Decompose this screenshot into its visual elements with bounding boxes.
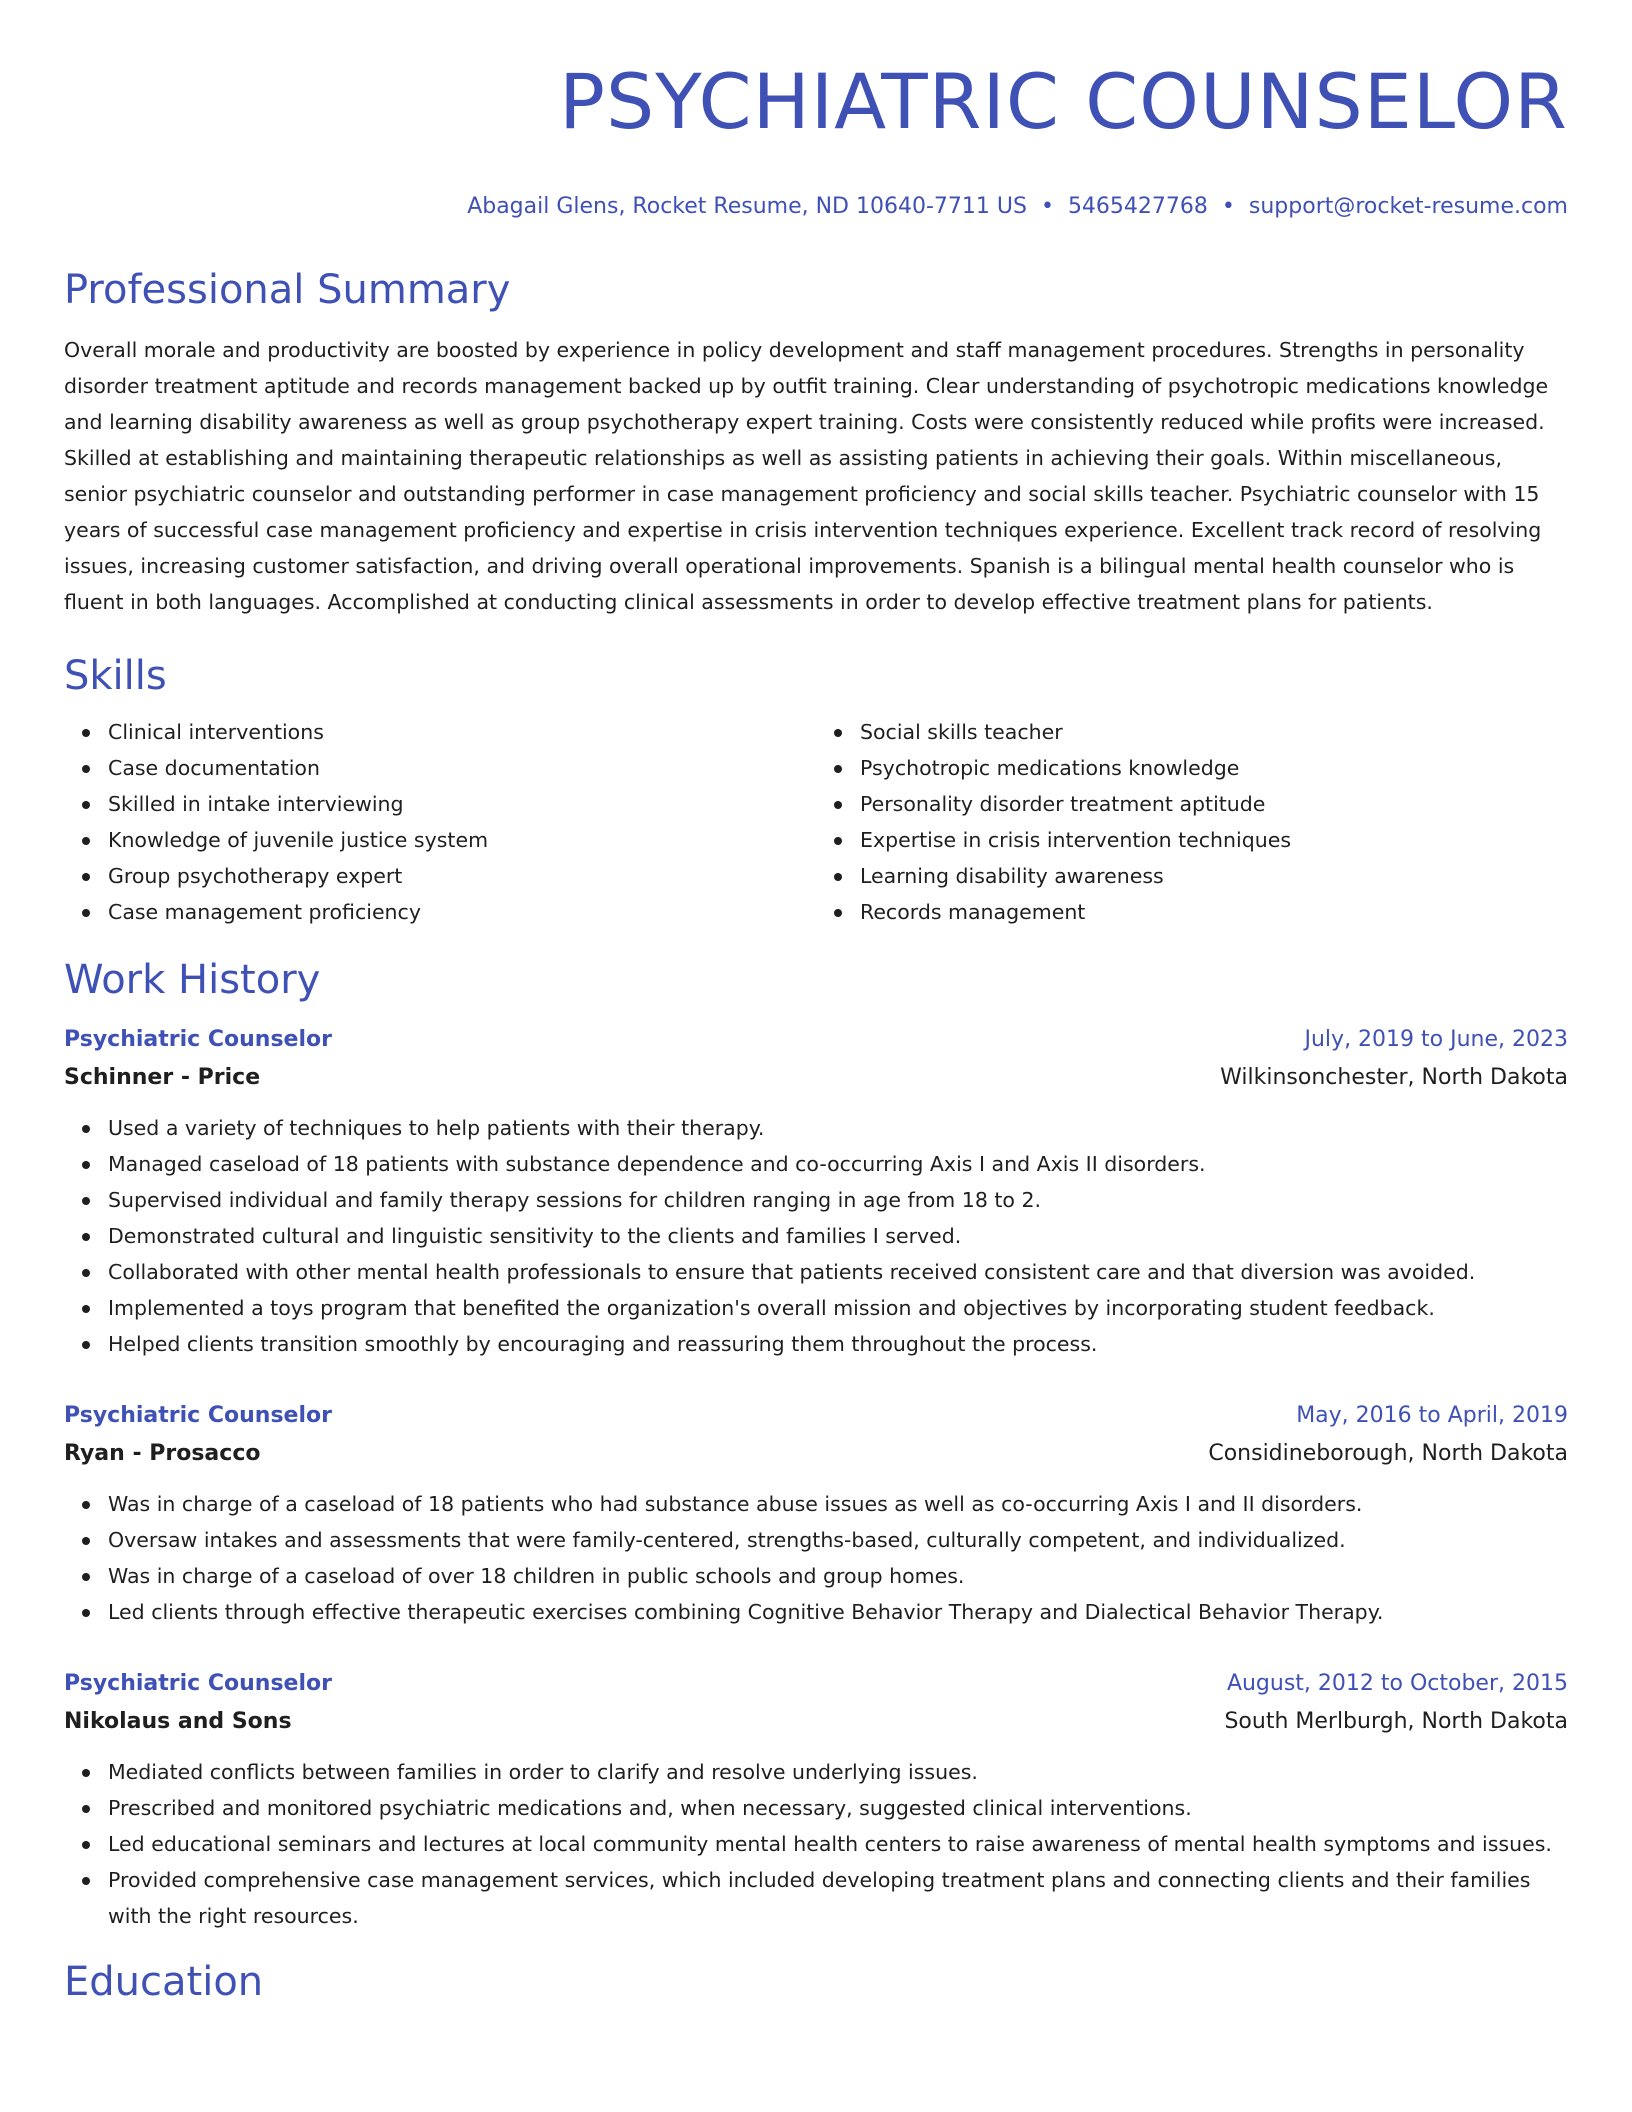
job-bullet: Mediated conflicts between families in order to clarify and resolve underlying issues. (108, 1754, 1568, 1790)
skill-item: Psychotropic medications knowledge (860, 750, 1568, 786)
contact-email: support@rocket-resume.com (1248, 194, 1568, 219)
skill-item: Clinical interventions (108, 714, 816, 750)
job-location: Considineborough, North Dakota (1208, 1441, 1568, 1466)
skills-column-left (64, 714, 816, 930)
contact-line (64, 192, 1568, 222)
job-bullet: Was in charge of a caseload of 18 patients who had substance abuse issues as well as co-occurring Axis I and II disorders. (108, 1486, 1568, 1522)
job-company: Nikolaus and Sons (64, 1709, 292, 1734)
skill-item: Records management (860, 894, 1568, 930)
job-dates: July, 2019 to June, 2023 (1304, 1027, 1568, 1052)
job-entry (64, 1666, 1568, 1934)
job-bullet: Led educational seminars and lectures at local community mental health centers to raise awareness of mental health symptoms and issues. (108, 1826, 1568, 1862)
skills-heading: Skills (64, 653, 167, 699)
work-history-heading: Work History (64, 957, 321, 1003)
job-bullet: Managed caseload of 18 patients with substance dependence and co-occurring Axis I and Axis II disorders. (108, 1146, 1568, 1182)
job-bullet: Implemented a toys program that benefited the organization's overall mission and objectives by incorporating student feedback. (108, 1290, 1568, 1326)
job-bullet: Used a variety of techniques to help patients with their therapy. (108, 1110, 1568, 1146)
candidate-name: PSYCHIATRIC COUNSELOR (559, 57, 1568, 146)
job-bullet: Helped clients transition smoothly by encouraging and reassuring them throughout the process. (108, 1326, 1568, 1362)
job-entry (64, 1022, 1568, 1362)
job-bullet: Led clients through effective therapeutic exercises combining Cognitive Behavior Therapy and Dialectical Behavior Therapy. (108, 1594, 1568, 1630)
skill-item: Social skills teacher (860, 714, 1568, 750)
skill-item: Case management proficiency (108, 894, 816, 930)
skill-item: Expertise in crisis intervention techniques (860, 822, 1568, 858)
job-title: Psychiatric Counselor (64, 1027, 332, 1052)
contact-address: Abagail Glens, Rocket Resume, ND 10640-7711 US (467, 194, 1027, 219)
job-company: Schinner - Price (64, 1065, 261, 1090)
skill-item: Group psychotherapy expert (108, 858, 816, 894)
job-entry (64, 1398, 1568, 1630)
job-title: Psychiatric Counselor (64, 1403, 332, 1428)
skills-list (64, 714, 1568, 930)
job-bullet: Oversaw intakes and assessments that were family-centered, strengths-based, culturally competent, and individualized. (108, 1522, 1568, 1558)
job-dates: May, 2016 to April, 2019 (1296, 1403, 1568, 1428)
skill-item: Personality disorder treatment aptitude (860, 786, 1568, 822)
job-dates: August, 2012 to October, 2015 (1226, 1671, 1568, 1696)
job-company: Ryan - Prosacco (64, 1441, 261, 1466)
skill-item: Skilled in intake interviewing (108, 786, 816, 822)
job-title: Psychiatric Counselor (64, 1671, 332, 1696)
contact-separator: • (1040, 194, 1054, 219)
job-bullet: Supervised individual and family therapy sessions for children ranging in age from 18 to 2. (108, 1182, 1568, 1218)
job-bullet: Was in charge of a caseload of over 18 children in public schools and group homes. (108, 1558, 1568, 1594)
job-bullets (64, 1754, 1568, 1934)
contact-separator: • (1221, 194, 1235, 219)
summary-text: Overall morale and productivity are boosted by experience in policy development and staff management procedures. Strengths in personality disorder treatment aptitude and records management backed up by outfit training. Clear understanding of psychotropic medications knowledge and learning disability awareness as well as group psychotherapy expert training. Costs were consistently reduced while profits were increased. Skilled at establishing and maintaining therapeutic relationships as well as assisting patients in achieving their goals. Within miscellaneous, senior psychiatric counselor and outstanding performer in case management proficiency and social skills teacher. Psychiatric counselor with 15 years of successful case management proficiency and expertise in crisis intervention techniques experience. Excellent track record of resolving issues, increasing customer satisfaction, and driving overall operational improvements. Spanish is a bilingual mental health counselor who is fluent in both languages. Accomplished at conducting clinical assessments in order to develop effective treatment plans for patients. (64, 338, 1549, 614)
skill-item: Learning disability awareness (860, 858, 1568, 894)
contact-phone: 5465427768 (1067, 194, 1208, 219)
education-heading: Education (64, 1959, 264, 2005)
job-bullets (64, 1486, 1568, 1630)
skill-item: Knowledge of juvenile justice system (108, 822, 816, 858)
skills-column-right (816, 714, 1568, 930)
job-location: South Merlburgh, North Dakota (1224, 1709, 1568, 1734)
skill-item: Case documentation (108, 750, 816, 786)
job-bullet: Collaborated with other mental health professionals to ensure that patients received consistent care and that diversion was avoided. (108, 1254, 1568, 1290)
job-bullet: Prescribed and monitored psychiatric medications and, when necessary, suggested clinical interventions. (108, 1790, 1568, 1826)
job-bullets (64, 1110, 1568, 1362)
job-location: Wilkinsonchester, North Dakota (1220, 1065, 1568, 1090)
job-bullet: Demonstrated cultural and linguistic sensitivity to the clients and families I served. (108, 1218, 1568, 1254)
summary-heading: Professional Summary (64, 267, 511, 313)
job-bullet: Provided comprehensive case management services, which included developing treatment plans and connecting clients and their families with the right resources. (108, 1862, 1568, 1934)
